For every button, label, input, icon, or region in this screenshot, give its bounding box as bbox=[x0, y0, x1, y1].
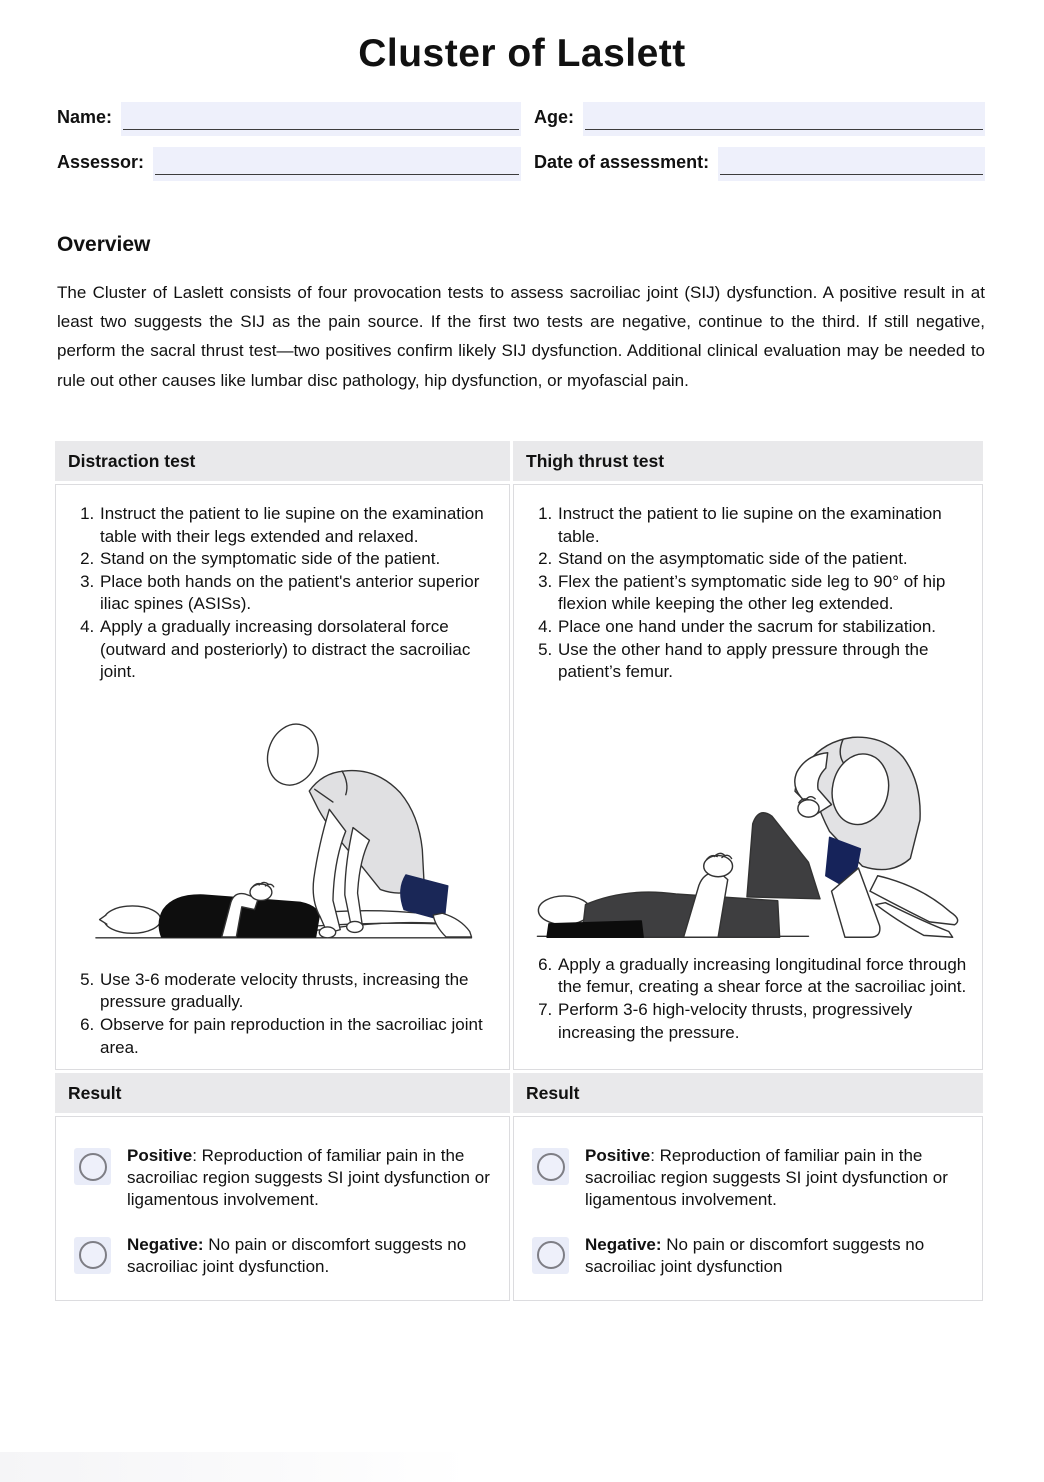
date-of-assessment-input[interactable] bbox=[718, 147, 985, 181]
distraction-test-illustration bbox=[56, 697, 505, 959]
name-field-group bbox=[57, 102, 521, 136]
radio-circle-icon bbox=[79, 1153, 107, 1181]
overview-paragraph: The Cluster of Laslett consists of four provocation tests to assess sacroiliac joint (SIJ) dysfunction. A positive result in at least two suggests the SIJ as the pain source. If the first two tests are negative, continue to the third. If still negative, perform the sacral thrust test—two positives confirm likely SIJ dysfunction. Additional clinical evaluation may be needed to rule out other causes like lumbar disc pathology, hip dysfunction, or myofascial pain. bbox=[57, 283, 985, 390]
thigh-steps-top bbox=[514, 503, 978, 684]
list-item: 6. Observe for pain reproduction in the sacroiliac joint area. bbox=[99, 1014, 505, 1059]
positive-label: Positive bbox=[127, 1146, 193, 1166]
age-label: Age: bbox=[534, 107, 574, 127]
positive-radio-left[interactable] bbox=[74, 1148, 111, 1185]
age-field-group bbox=[521, 102, 985, 136]
name-input-underline bbox=[123, 129, 519, 130]
result-header-left: Result bbox=[55, 1073, 510, 1113]
thigh-thrust-test-cell bbox=[513, 484, 983, 1070]
list-item: 4. Apply a gradually increasing dorsolateral force (outward and posteriorly) to distract the sacroiliac joint. bbox=[99, 616, 505, 684]
thigh-thrust-test-header: Thigh thrust test bbox=[513, 441, 983, 481]
next-page-shadow bbox=[0, 1452, 470, 1482]
thigh-thrust-illustration-svg bbox=[520, 697, 972, 944]
positive-option-left bbox=[74, 1145, 497, 1211]
negative-option-text bbox=[127, 1234, 497, 1278]
name-label: Name: bbox=[57, 107, 113, 127]
result-header-right: Result bbox=[513, 1073, 983, 1113]
positive-label: Positive bbox=[585, 1146, 651, 1166]
assessor-input[interactable] bbox=[153, 147, 521, 181]
result-cell-right bbox=[513, 1116, 983, 1300]
list-item: 5. Use the other hand to apply pressure through the patient’s femur. bbox=[557, 639, 978, 684]
thigh-thrust-illustration bbox=[514, 697, 978, 944]
patient-info-section bbox=[57, 102, 985, 181]
list-item: 5. Use 3-6 moderate velocity thrusts, increasing the pressure gradually. bbox=[99, 969, 505, 1014]
negative-radio-left[interactable] bbox=[74, 1237, 111, 1274]
distraction-test-header: Distraction test bbox=[55, 441, 510, 481]
date-field-group bbox=[521, 147, 985, 181]
assessor-field-group bbox=[57, 147, 521, 181]
distraction-illustration-svg bbox=[85, 697, 477, 959]
list-item: 7. Perform 3-6 high-velocity thrusts, progressively increasing the pressure. bbox=[557, 999, 978, 1044]
negative-description: No pain or discomfort suggests no sacroiliac joint dysfunction bbox=[585, 1234, 925, 1276]
negative-description: No pain or discomfort suggests no sacroiliac joint dysfunction. bbox=[127, 1234, 467, 1276]
tests-table bbox=[55, 441, 983, 1301]
positive-radio-right[interactable] bbox=[532, 1148, 569, 1185]
name-input[interactable] bbox=[121, 102, 521, 136]
positive-option-text bbox=[585, 1145, 970, 1211]
list-item: 3. Place both hands on the patient's anterior superior iliac spines (ASISs). bbox=[99, 571, 505, 616]
negative-option-right bbox=[532, 1234, 970, 1278]
list-item: 3. Flex the patient’s symptomatic side leg to 90° of hip flexion while keeping the other leg extended. bbox=[557, 571, 978, 616]
list-item: 2. Stand on the symptomatic side of the patient. bbox=[99, 548, 505, 571]
positive-description: : Reproduction of familiar pain in the sacroiliac region suggests SI joint dysfunction or ligamentous involvement. bbox=[127, 1146, 490, 1210]
age-input-underline bbox=[585, 129, 983, 130]
overview-heading: Overview bbox=[57, 233, 151, 256]
date-of-assessment-label: Date of assessment: bbox=[534, 152, 710, 172]
negative-option-text bbox=[585, 1234, 970, 1278]
list-item: 1. Instruct the patient to lie supine on the examination table. bbox=[557, 503, 978, 548]
negative-radio-right[interactable] bbox=[532, 1237, 569, 1274]
assessor-input-underline bbox=[155, 174, 519, 175]
field-row-1 bbox=[57, 102, 985, 136]
list-item: 1. Instruct the patient to lie supine on the examination table with their legs extended and relaxed. bbox=[99, 503, 505, 548]
list-item: 2. Stand on the asymptomatic side of the patient. bbox=[557, 548, 978, 571]
list-item: 6. Apply a gradually increasing longitudinal force through the femur, creating a shear force at the sacroiliac joint. bbox=[557, 954, 978, 999]
distraction-steps-top bbox=[56, 503, 505, 684]
distraction-steps-bottom bbox=[56, 969, 505, 1059]
page-title: Cluster of Laslett bbox=[358, 32, 686, 75]
radio-circle-icon bbox=[537, 1153, 565, 1181]
field-row-2 bbox=[57, 147, 985, 181]
negative-label: Negative: bbox=[585, 1234, 662, 1254]
thigh-steps-bottom bbox=[514, 954, 978, 1044]
date-input-underline bbox=[720, 174, 983, 175]
assessor-label: Assessor: bbox=[57, 152, 145, 172]
distraction-test-cell bbox=[55, 484, 510, 1070]
positive-description: : Reproduction of familiar pain in the sacroiliac region suggests SI joint dysfunction or ligamentous involvement. bbox=[585, 1146, 948, 1210]
list-item: 4. Place one hand under the sacrum for stabilization. bbox=[557, 616, 978, 639]
positive-option-text bbox=[127, 1145, 497, 1211]
age-input[interactable] bbox=[583, 102, 985, 136]
radio-circle-icon bbox=[79, 1241, 107, 1269]
negative-option-left bbox=[74, 1234, 497, 1278]
radio-circle-icon bbox=[537, 1241, 565, 1269]
negative-label: Negative: bbox=[127, 1234, 204, 1254]
positive-option-right bbox=[532, 1145, 970, 1211]
result-cell-left bbox=[55, 1116, 510, 1300]
